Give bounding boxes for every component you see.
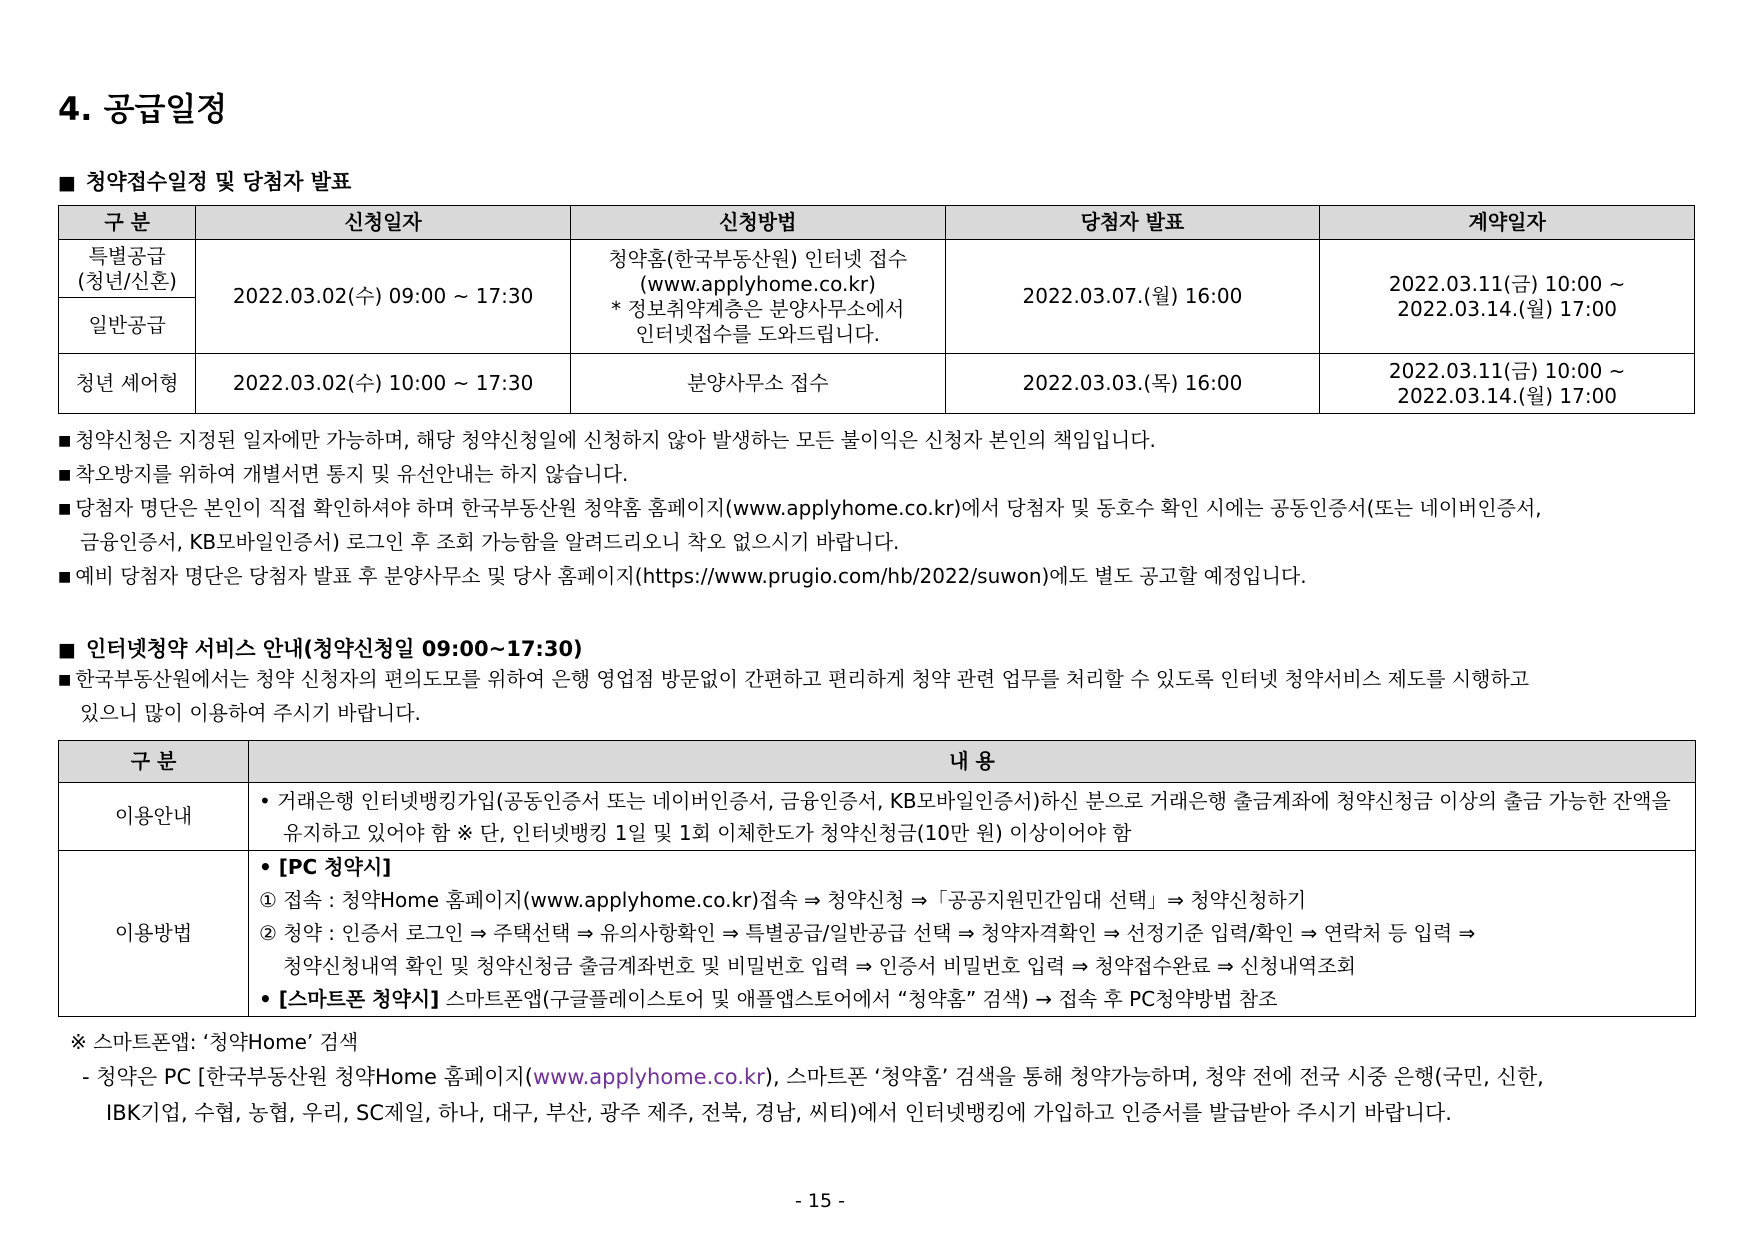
internet-heading-text: 인터넷청약 서비스 안내(청약신청일 09:00~17:30) xyxy=(85,637,583,661)
internet-service-table xyxy=(58,740,1696,1017)
table-row xyxy=(59,354,1695,414)
use-content: • 거래은행 인터넷뱅킹가입(공동인증서 또는 네이버인증서, 금융인증서, KB모바일인증서)하신 분으로 거래은행 출금계좌에 청약신청금 이상의 출금 가능한 잔액을 유지하고 있어야 함 ※ 단, 인터넷뱅킹 1일 및 1회 이체한도가 청약신청금(10만 원) 이상이어야 함 xyxy=(249,783,1696,851)
row2-contract: 2022.03.11(금) 10:00 ~ 2022.03.14.(월) 17:00 xyxy=(1320,354,1695,414)
row2-method: 분양사무소 접수 xyxy=(570,354,945,414)
table-row xyxy=(59,240,1695,298)
smartphone-note-line: - 청약은 PC [한국부동산원 청약Home 홈페이지(www.applyhome.co.kr), 스마트폰 ‘청약홈’ 검색을 통해 청약가능하며, 청약 전에 전국 시중 은행(국민, 신한, xyxy=(82,1065,1544,1089)
schedule-table xyxy=(58,205,1695,414)
col-header-method: 신청방법 xyxy=(570,206,945,240)
applyhome-link[interactable]: www.applyhome.co.kr xyxy=(532,1065,765,1089)
col-header-category: 구 분 xyxy=(59,206,196,240)
col-header-date: 신청일자 xyxy=(196,206,571,240)
smartphone-note-line-continued: IBK기업, 수협, 농협, 우리, SC제일, 하나, 대구, 부산, 광주 제주, 전북, 경남, 씨티)에서 인터넷뱅킹에 가입하고 인증서를 발급받아 주시기 바랍니다. xyxy=(106,1101,1452,1125)
heading-marker: ■ xyxy=(58,172,76,194)
method-label: 이용방법 xyxy=(59,851,249,1017)
row-label-share: 청년 셰어형 xyxy=(59,354,196,414)
schedule-header-row xyxy=(59,206,1695,240)
col-header-announce: 당첨자 발표 xyxy=(945,206,1320,240)
note-item: ■ 청약신청은 지정된 일자에만 가능하며, 해당 청약신청일에 신청하지 않아 발생하는 모든 불이익은 신청자 본인의 책임입니다. xyxy=(58,428,1156,452)
smartphone-note-title: ※ 스마트폰앱: ‘청약Home’ 검색 xyxy=(70,1030,359,1054)
row2-date: 2022.03.02(수) 10:00 ~ 17:30 xyxy=(196,354,571,414)
schedule-heading-text: 청약접수일정 및 당첨자 발표 xyxy=(85,170,352,194)
row1-method: 청약홈(한국부동산원) 인터넷 접수 (www.applyhome.co.kr) * 정보취약계층은 분양사무소에서 인터넷접수를 도와드립니다. xyxy=(570,240,945,354)
note-item: ■ 착오방지를 위하여 개별서면 통지 및 유선안내는 하지 않습니다. xyxy=(58,462,629,486)
internet-intro: ■ 한국부동산원에서는 청약 신청자의 편의도모를 위하여 은행 영업점 방문없이 간편하고 편리하게 청약 관련 업무를 처리할 수 있도록 인터넷 청약서비스 제도를 시행하고 xyxy=(58,667,1530,691)
internet-heading: ■ 인터넷청약 서비스 안내(청약신청일 09:00~17:30) xyxy=(58,637,583,661)
note-item-continued: 금융인증서, KB모바일인증서) 로그인 후 조회 가능함을 알려드리오니 착오 없으시기 바랍니다. xyxy=(80,530,900,554)
col-header-contract: 계약일자 xyxy=(1320,206,1695,240)
col-header-category: 구 분 xyxy=(59,741,249,783)
use-label: 이용안내 xyxy=(59,783,249,851)
row-label-special: 특별공급 (청년/신혼) xyxy=(59,240,196,298)
row1-contract: 2022.03.11(금) 10:00 ~ 2022.03.14.(월) 17:00 xyxy=(1320,240,1695,354)
col-header-content: 내 용 xyxy=(249,741,1696,783)
table-row xyxy=(59,783,1696,851)
page-number: - 15 - xyxy=(795,1190,845,1212)
service-header-row xyxy=(59,741,1696,783)
row-label-general: 일반공급 xyxy=(59,298,196,354)
table-row xyxy=(59,851,1696,1017)
note-item: ■ 당첨자 명단은 본인이 직접 확인하셔야 하며 한국부동산원 청약홈 홈페이지(www.applyhome.co.kr)에서 당첨자 및 동호수 확인 시에는 공동인증서(또는 네이버인증서, xyxy=(58,496,1542,520)
schedule-heading xyxy=(58,166,351,196)
row1-announce: 2022.03.07.(월) 16:00 xyxy=(945,240,1320,354)
row2-announce: 2022.03.03.(목) 16:00 xyxy=(945,354,1320,414)
method-content: • [PC 청약시] ① 접속 : 청약Home 홈페이지(www.applyhome.co.kr)접속 ⇒ 청약신청 ⇒「공공지원민간임대 선택」⇒ 청약신청하기 ② 청약 : 인증서 로그인 ⇒ 주택선택 ⇒ 유의사항확인 ⇒ 특별공급/일반공급 선택 ⇒ 청약자격확인 ⇒ 선정기준 입력/확인 ⇒ 연락처 등 입력 ⇒ 청약신청내역 확인 및 청약신청금 출금계좌번호 및 비밀번호 입력 ⇒ 인증서 비밀번호 입력 ⇒ 청약접수완료 ⇒ 신청내역조회 • [스마트폰 청약시] 스마트폰앱(구글플레이스토어 및 애플앱스토어에서 “청약홈” 검색) → 접속 후 PC청약방법 참조 xyxy=(249,851,1696,1017)
row1-date: 2022.03.02(수) 09:00 ~ 17:30 xyxy=(196,240,571,354)
internet-intro-continued: 있으니 많이 이용하여 주시기 바랍니다. xyxy=(80,701,421,725)
section-title: 4. 공급일정 xyxy=(58,90,228,128)
note-item: ■ 예비 당첨자 명단은 당첨자 발표 후 분양사무소 및 당사 홈페이지(https://www.prugio.com/hb/2022/suwon)에도 별도 공고할 예정입니다. xyxy=(58,564,1307,588)
